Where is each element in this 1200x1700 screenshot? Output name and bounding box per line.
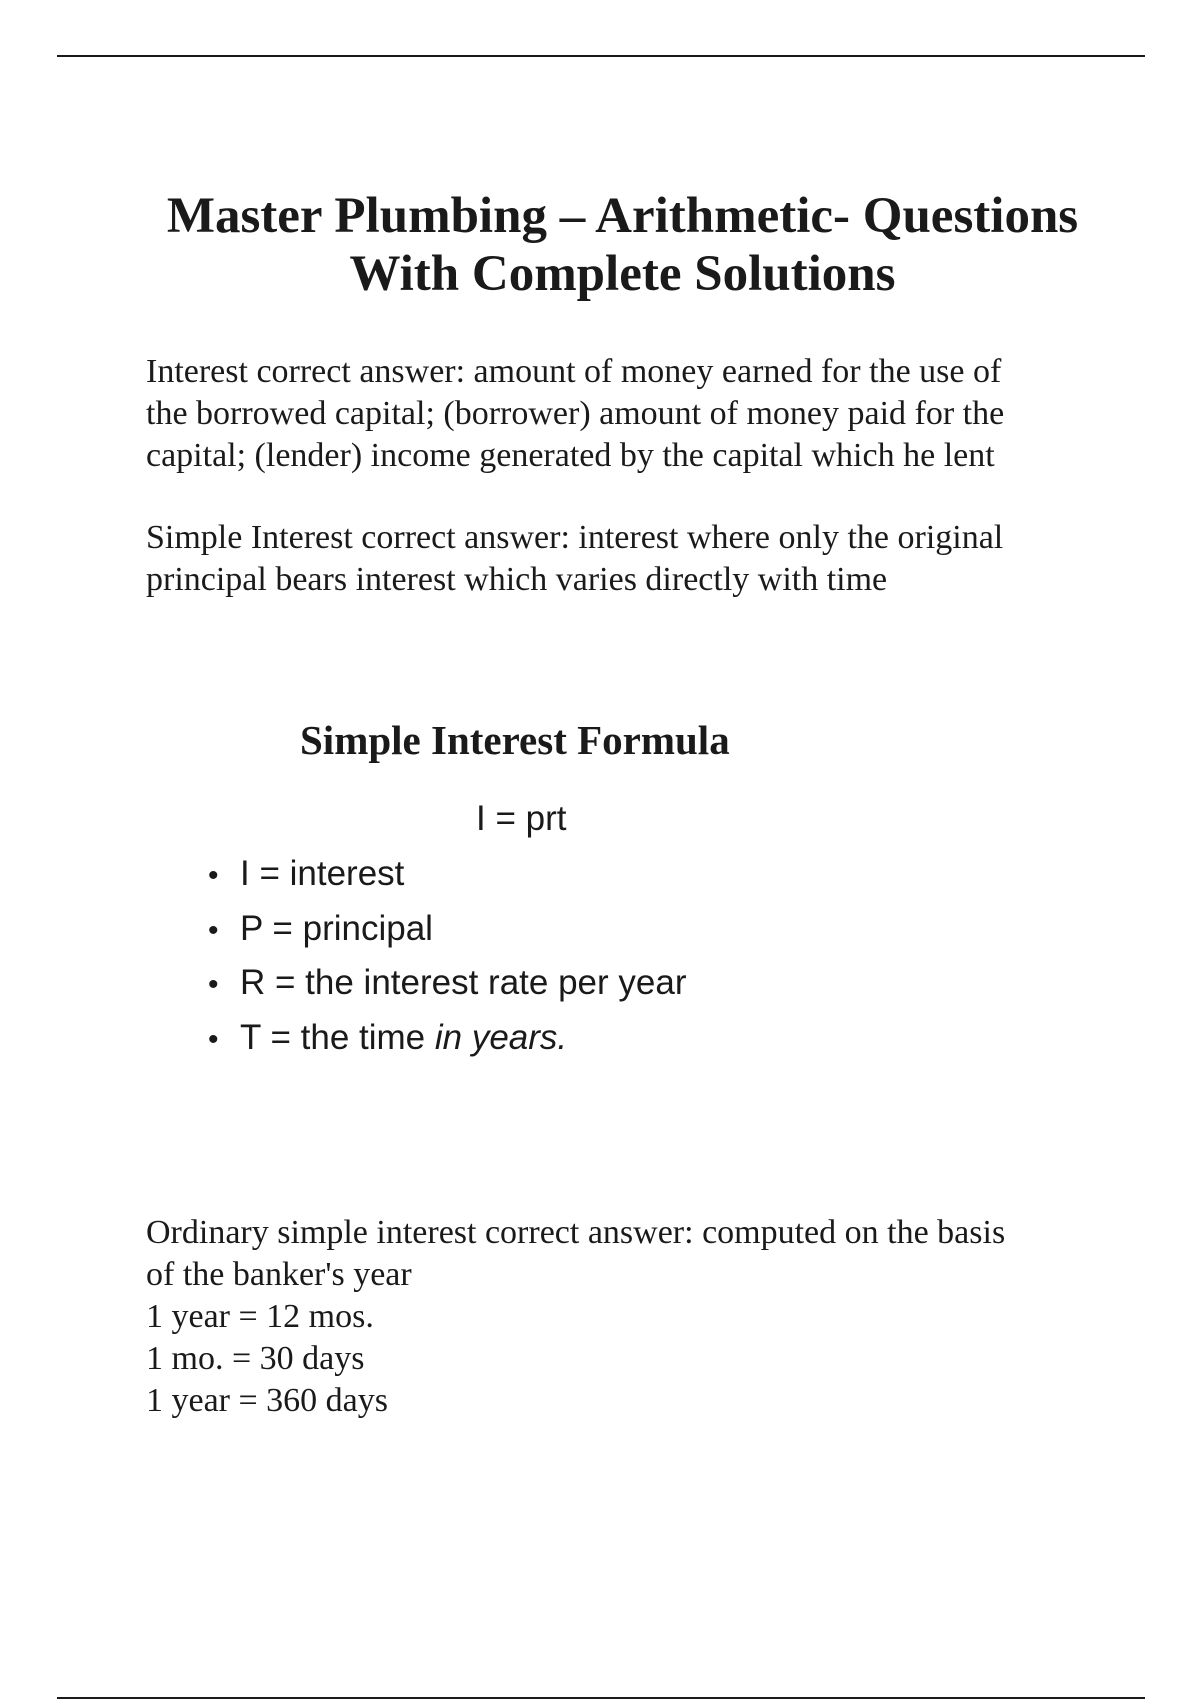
title-line-2: With Complete Solutions (349, 246, 896, 302)
bullet-text: I = interest (240, 854, 405, 893)
formula-text: I = prt (476, 799, 567, 838)
list-item (208, 852, 686, 907)
bullet-text: P = principal (240, 908, 433, 948)
interest-line-3: capital; (lender) income generated by the capital which he lent (146, 437, 995, 474)
simple-interest-line-1: Simple Interest correct answer: interest where only the original (146, 519, 1004, 556)
list-item (208, 1016, 686, 1071)
ordinary-line-5: 1 year = 360 days (146, 1382, 389, 1419)
simple-interest-definition (146, 517, 1106, 601)
bullet-icon: • (208, 1022, 219, 1056)
interest-line-2: the borrowed capital; (borrower) amount of money paid for the (146, 395, 1005, 432)
list-item (208, 907, 686, 962)
list-item (208, 961, 686, 1016)
simple-interest-line-2: principal bears interest which varies directly with time (146, 561, 888, 598)
ordinary-line-4: 1 mo. = 30 days (146, 1340, 365, 1377)
title-line-1: Master Plumbing – Arithmetic- Questions (166, 188, 1079, 244)
page-title (100, 187, 1145, 303)
interest-line-1: Interest correct answer: amount of money earned for the use of (146, 353, 1002, 390)
bullet-text: R = the interest rate per year (240, 963, 687, 1002)
ordinary-simple-interest-definition (146, 1212, 1106, 1422)
interest-definition (146, 351, 1106, 477)
bottom-rule (57, 1697, 1145, 1699)
ordinary-line-2: of the banker's year (146, 1256, 412, 1293)
bullet-icon: • (208, 968, 219, 1001)
bullet-icon: • (208, 913, 219, 947)
bullet-emphasis: in years. (434, 1017, 568, 1057)
ordinary-line-1: Ordinary simple interest correct answer: computed on the basis (146, 1214, 1006, 1251)
bullet-text: T = the time (240, 1017, 435, 1057)
ordinary-line-3: 1 year = 12 mos. (146, 1298, 374, 1335)
formula-heading: Simple Interest Formula (300, 717, 730, 763)
top-rule (57, 55, 1145, 57)
bullet-icon: • (208, 859, 219, 892)
formula-variable-list (208, 852, 686, 1070)
